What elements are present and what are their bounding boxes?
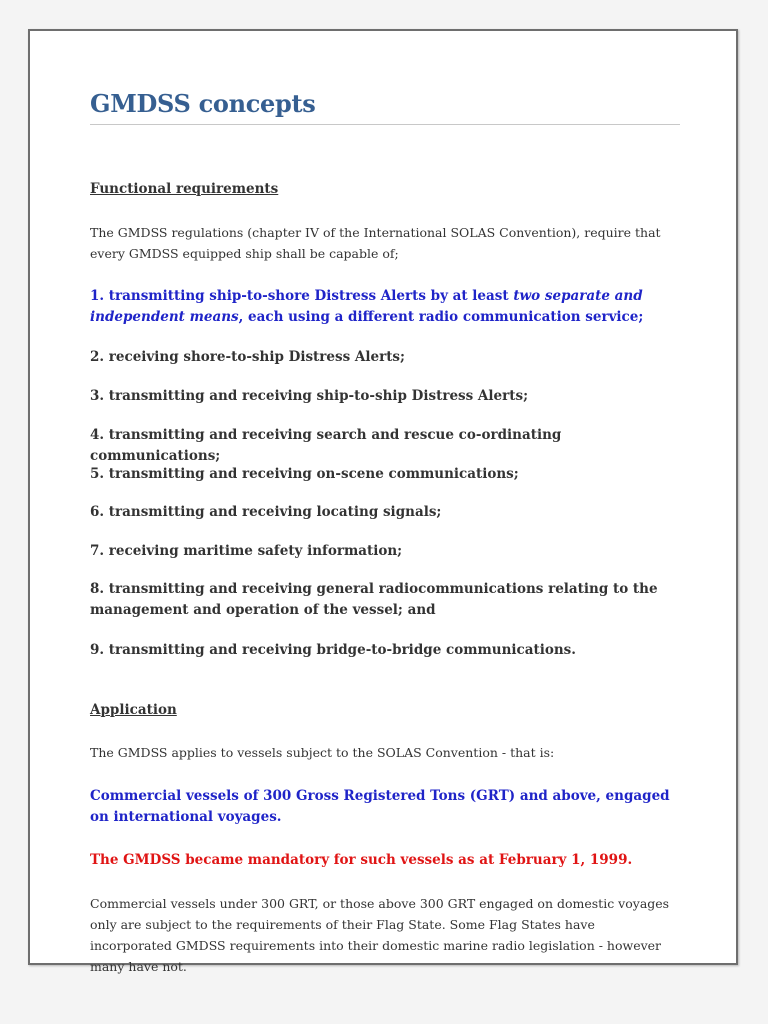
application-intro-paragraph: The GMDSS applies to vessels subject to the SOLAS Convention - that is: bbox=[90, 745, 555, 760]
document-page bbox=[28, 29, 738, 974]
requirement-3: 3. transmitting and receiving ship-to-ship Distress Alerts; bbox=[90, 388, 529, 404]
commercial-vessels-statement: Commercial vessels of 300 Gross Registered Tons (GRT) and above, engaged on international voyages. bbox=[90, 788, 670, 825]
heading-functional-requirements: Functional requirements bbox=[90, 181, 279, 197]
requirement-1-emphasis: two separate and independent means bbox=[90, 288, 643, 325]
requirement-1 bbox=[90, 286, 680, 328]
page-title: GMDSS concepts bbox=[90, 89, 680, 125]
requirement-1-part1: 1. transmitting ship-to-shore Distress Alerts by at least bbox=[90, 288, 514, 304]
requirement-8: 8. transmitting and receiving general radiocommunications relating to the management and operation of the vessel; and bbox=[90, 581, 658, 618]
heading-application: Application bbox=[90, 702, 177, 718]
requirement-1-part2: , each using a different radio communication service; bbox=[238, 309, 644, 325]
requirement-6: 6. transmitting and receiving locating signals; bbox=[90, 504, 442, 520]
flag-state-paragraph: Commercial vessels under 300 GRT, or those above 300 GRT engaged on domestic voyages only are subject to the requirements of their Flag State. Some Flag States have incorporated GMDSS requirements into their domestic marine radio legislation - however many have not. bbox=[90, 896, 670, 974]
page-content bbox=[90, 89, 680, 974]
functional-intro-paragraph: The GMDSS regulations (chapter IV of the International SOLAS Convention), require that every GMDSS equipped ship shall be capable of; bbox=[90, 225, 661, 261]
requirement-4: 4. transmitting and receiving search and rescue co-ordinating communications; bbox=[90, 427, 562, 464]
requirement-9: 9. transmitting and receiving bridge-to-bridge communications. bbox=[90, 642, 576, 658]
requirement-7: 7. receiving maritime safety information; bbox=[90, 543, 403, 559]
requirement-5: 5. transmitting and receiving on-scene communications; bbox=[90, 466, 519, 482]
requirement-2: 2. receiving shore-to-ship Distress Alerts; bbox=[90, 349, 406, 365]
mandatory-date-statement: The GMDSS became mandatory for such vessels as at February 1, 1999. bbox=[90, 852, 633, 868]
